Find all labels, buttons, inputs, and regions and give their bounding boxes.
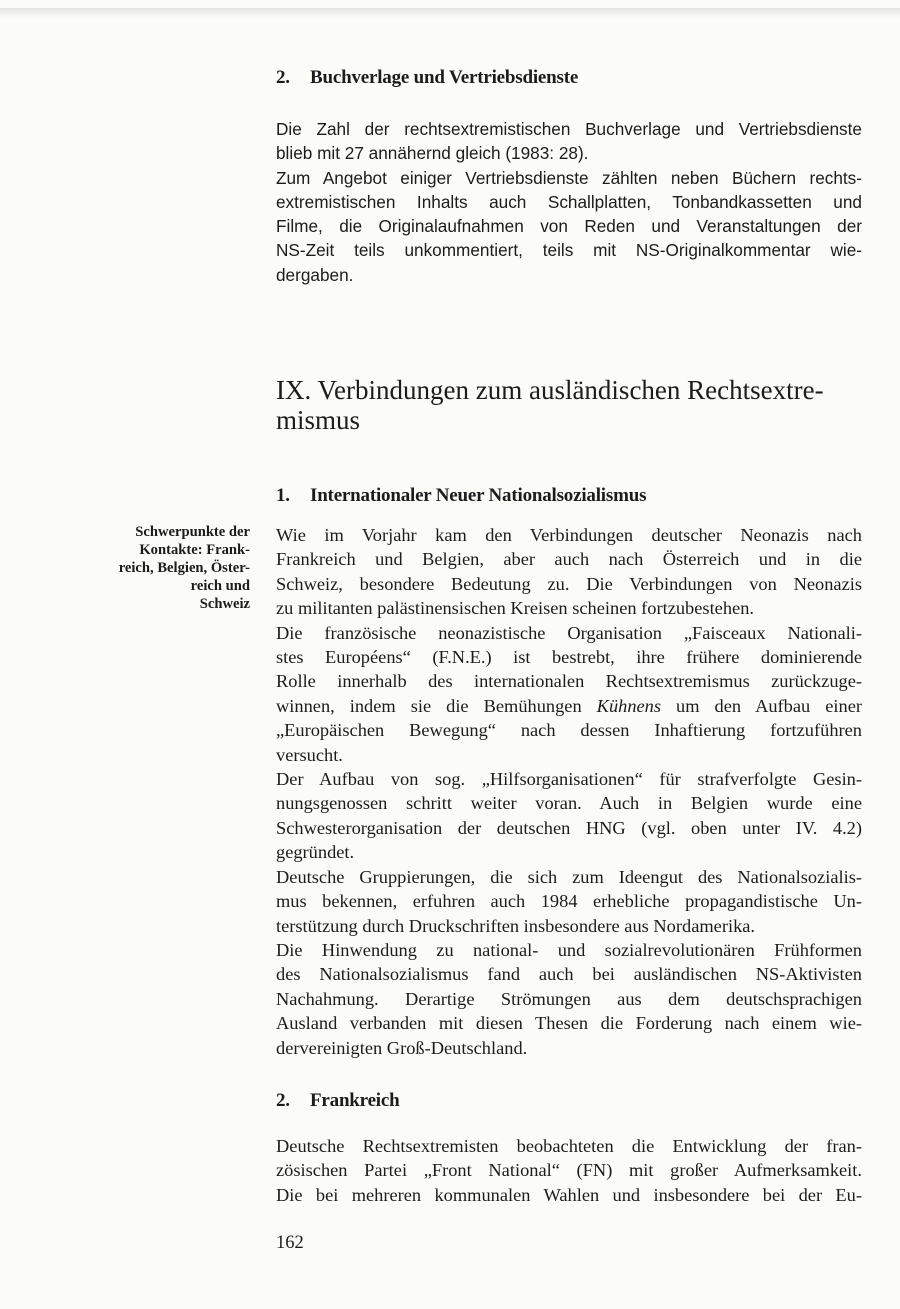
text-line: Rolle innerhalb des internationalen Rechtsextremismus zurückzuge- xyxy=(276,671,862,692)
margin-note xyxy=(106,523,250,613)
text-line: dervereinigten Groß-Deutschland. xyxy=(276,1037,528,1058)
margin-note-line: Schweiz xyxy=(199,596,250,612)
text-line: Schwesterorganisation der deutschen HNG (vgl. oben unter IV. 4.2) xyxy=(276,817,862,838)
section-title: Internationaler Neuer Nationalsozialismus xyxy=(310,485,647,506)
margin-note-line: reich und xyxy=(190,578,250,594)
section-heading-buchverlage xyxy=(276,67,578,89)
emphasis-name: Kühnens xyxy=(596,695,662,716)
text-line: Deutsche Gruppierungen, die sich zum Ideengut des Nationalsozialis- xyxy=(276,866,862,887)
text-line: NS-Zeit teils unkommentiert, teils mit NS-Originalkommentar wie- xyxy=(276,240,862,261)
text-line: versucht. xyxy=(276,744,343,765)
text-line: zu militanten palästinensischen Kreisen scheinen fortzubestehen. xyxy=(276,598,754,619)
text-line: Schweiz, besondere Bedeutung zu. Die Verbindungen von Neonazis xyxy=(276,573,862,594)
text-line: nungsgenossen schritt weiter voran. Auch in Belgien wurde eine xyxy=(276,793,862,814)
paragraph-buchverlage xyxy=(276,117,862,287)
section-title: Frankreich xyxy=(310,1090,400,1111)
margin-note-line: reich, Belgien, Öster- xyxy=(118,560,250,576)
chapter-title-line: mismus xyxy=(276,405,361,435)
page-number: 162 xyxy=(276,1233,304,1253)
text-line: Zum Angebot einiger Vertriebsdienste zählten neben Büchern rechts- xyxy=(276,167,862,188)
text-line: terstützung durch Druckschriften insbesondere aus Nordamerika. xyxy=(276,915,756,936)
text-line: Deutsche Rechtsextremisten beobachteten die Entwicklung der fran- xyxy=(276,1136,862,1156)
text-fragment: um den Aufbau einer xyxy=(661,695,862,716)
text-line: mus bekennen, erfuhren auch 1984 erhebliche propagandistische Un- xyxy=(276,891,862,912)
text-line: extremistischen Inhalts auch Schallplatten, Tonbandkassetten und xyxy=(276,191,862,212)
text-line: Filme, die Originalaufnahmen von Reden und Veranstaltungen der xyxy=(276,216,862,237)
section-title: Buchverlage und Vertriebsdienste xyxy=(310,67,579,88)
body-text-international xyxy=(276,523,862,1060)
section-number: 2. xyxy=(276,1090,290,1111)
text-line: Die französische neonazistische Organisation „Faisceaux Nationali- xyxy=(276,622,862,643)
section-heading-frankreich xyxy=(276,1090,399,1112)
chapter-title-line: IX. Verbindungen zum ausländischen Rechtsextre- xyxy=(276,375,824,405)
text-line: dergaben. xyxy=(276,264,354,285)
text-line: stes Européens“ (F.N.E.) ist bestrebt, ihre frühere dominierende xyxy=(276,647,862,668)
section-heading-international xyxy=(276,485,646,507)
chapter-heading xyxy=(276,375,876,435)
scan-edge-shadow xyxy=(0,8,900,18)
text-line: Die Hinwendung zu national- und sozialrevolutionären Frühformen xyxy=(276,939,862,960)
paragraph-frankreich xyxy=(276,1134,862,1207)
text-line: gegründet. xyxy=(276,842,355,863)
margin-note-line: Kontakte: Frank- xyxy=(139,542,250,558)
text-line: Frankreich und Belgien, aber auch nach Österreich und in die xyxy=(276,549,862,570)
text-line: blieb mit 27 annähernd gleich (1983: 28). xyxy=(276,143,589,164)
text-line: Ausland verbanden mit diesen Thesen die Forderung nach einem wie- xyxy=(276,1013,862,1034)
text-line: Der Aufbau von sog. „Hilfsorganisationen“ für strafverfolgte Gesin- xyxy=(276,769,862,790)
text-line: Nachahmung. Derartige Strömungen aus dem deutschsprachigen xyxy=(276,988,862,1009)
section-number: 1. xyxy=(276,485,290,506)
text-line: „Europäischen Bewegung“ nach dessen Inhaftierung fortzuführen xyxy=(276,720,862,741)
text-line: Wie im Vorjahr kam den Verbindungen deutscher Neonazis nach xyxy=(276,525,862,545)
text-line: Die Zahl der rechtsextremistischen Buchverlage und Vertriebsdienste xyxy=(276,119,862,139)
text-line: zösischen Partei „Front National“ (FN) mit großer Aufmerksamkeit. xyxy=(276,1160,862,1181)
section-number: 2. xyxy=(276,67,290,88)
text-line: des Nationalsozialismus fand auch bei ausländischen NS-Aktivisten xyxy=(276,964,862,985)
margin-note-line: Schwerpunkte der xyxy=(135,524,250,540)
text-line xyxy=(276,694,862,718)
text-line: Die bei mehreren kommunalen Wahlen und insbesondere bei der Eu- xyxy=(276,1184,862,1205)
text-fragment: winnen, indem sie die Bemühungen xyxy=(276,695,597,716)
